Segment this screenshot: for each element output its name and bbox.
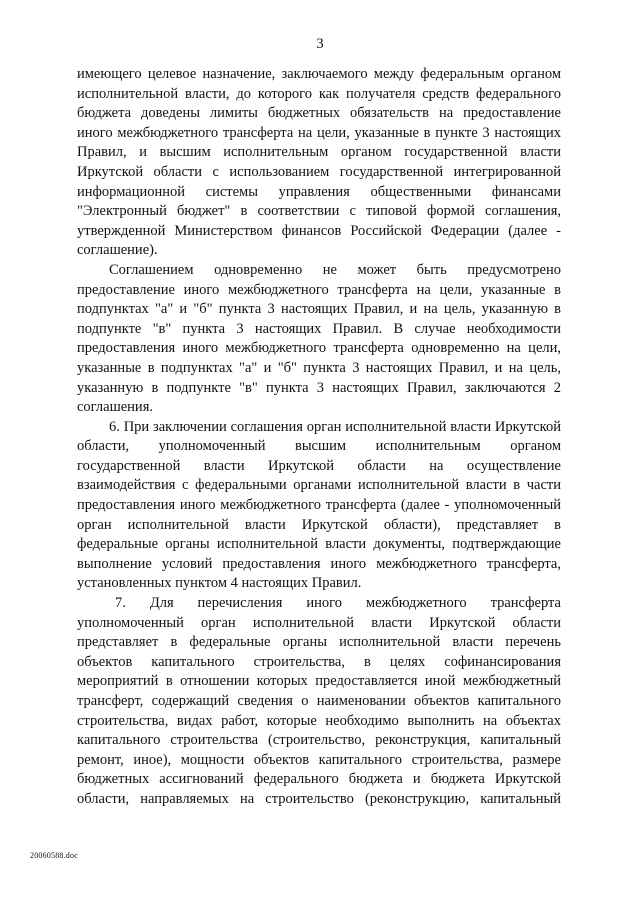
paragraph-agreement-limits: Соглашением одновременно не может быть предусмотрено предоставление иного межбюджетного трансферта на цели, указанные в подпунктах "а" и "б" пункта 3 настоящих Правил, и на цель, указанную в подпункте "в" пункта 3 настоящих Правил. В случае необходимости предоставления иного межбюджетного трансферта одновременно на цели, указанные в подпунктах "а" и "б" пункта 3 настоящих Правил, и на цель, указанную в подпункте "в" пункта 3 настоящих Правил, заключаются 2 соглашения. [77, 261, 561, 416]
paragraph-continuation: имеющего целевое назначение, заключаемого между федеральным органом исполнительной власти, до которого как получателя средств федерального бюджета доведены лимиты бюджетных обязательств на предоставление иного межбюджетного трансферта на цели, указанные в пункте 3 настоящих Правил, и высшим исполнительным органом государственной власти Иркутской области с использованием государственной интегрированной информационной системы управления общественными финансами "Электронный бюджет" в соответствии с типовой формой соглашения, утвержденной Министерством финансов Российской Федерации (далее - соглашение). [77, 66, 561, 259]
paragraph-item-7: 7. Для перечисления иного межбюджетного трансферта уполномоченный орган исполнительной власти Иркутской области представляет в федеральные органы исполнительной власти перечень объектов капитального строительства, в целях софинансирования мероприятий в отношении которых предоставляется иной межбюджетный трансферт, содержащий сведения о наименовании объектов капитального строительства, видах работ, которые необходимо выполнить на объектах капитального строительства (строительство, реконструкция, капитальный ремонт, иное), мощности объектов капитального строительства, размере бюджетных ассигнований федерального бюджета и бюджета Иркутской области, направляемых на строительство (реконструкцию, капитальный [77, 595, 561, 807]
page-number: 3 [316, 36, 324, 52]
document-footer-filename: 20060588.doc [30, 851, 78, 860]
document-body [77, 65, 561, 810]
paragraph-item-6: 6. При заключении соглашения орган исполнительной власти Иркутской области, уполномоченный высшим исполнительным органом государственной власти Иркутской области на осуществление взаимодействия с федеральными органами исполнительной власти в части предоставления иного межбюджетного трансферта (далее - уполномоченный орган исполнительной власти Иркутской области), представляет в федеральные органы исполнительной власти документы, подтверждающие выполнение условий предоставления иного межбюджетного трансферта, установленных пунктом 4 настоящих Правил. [77, 418, 561, 592]
